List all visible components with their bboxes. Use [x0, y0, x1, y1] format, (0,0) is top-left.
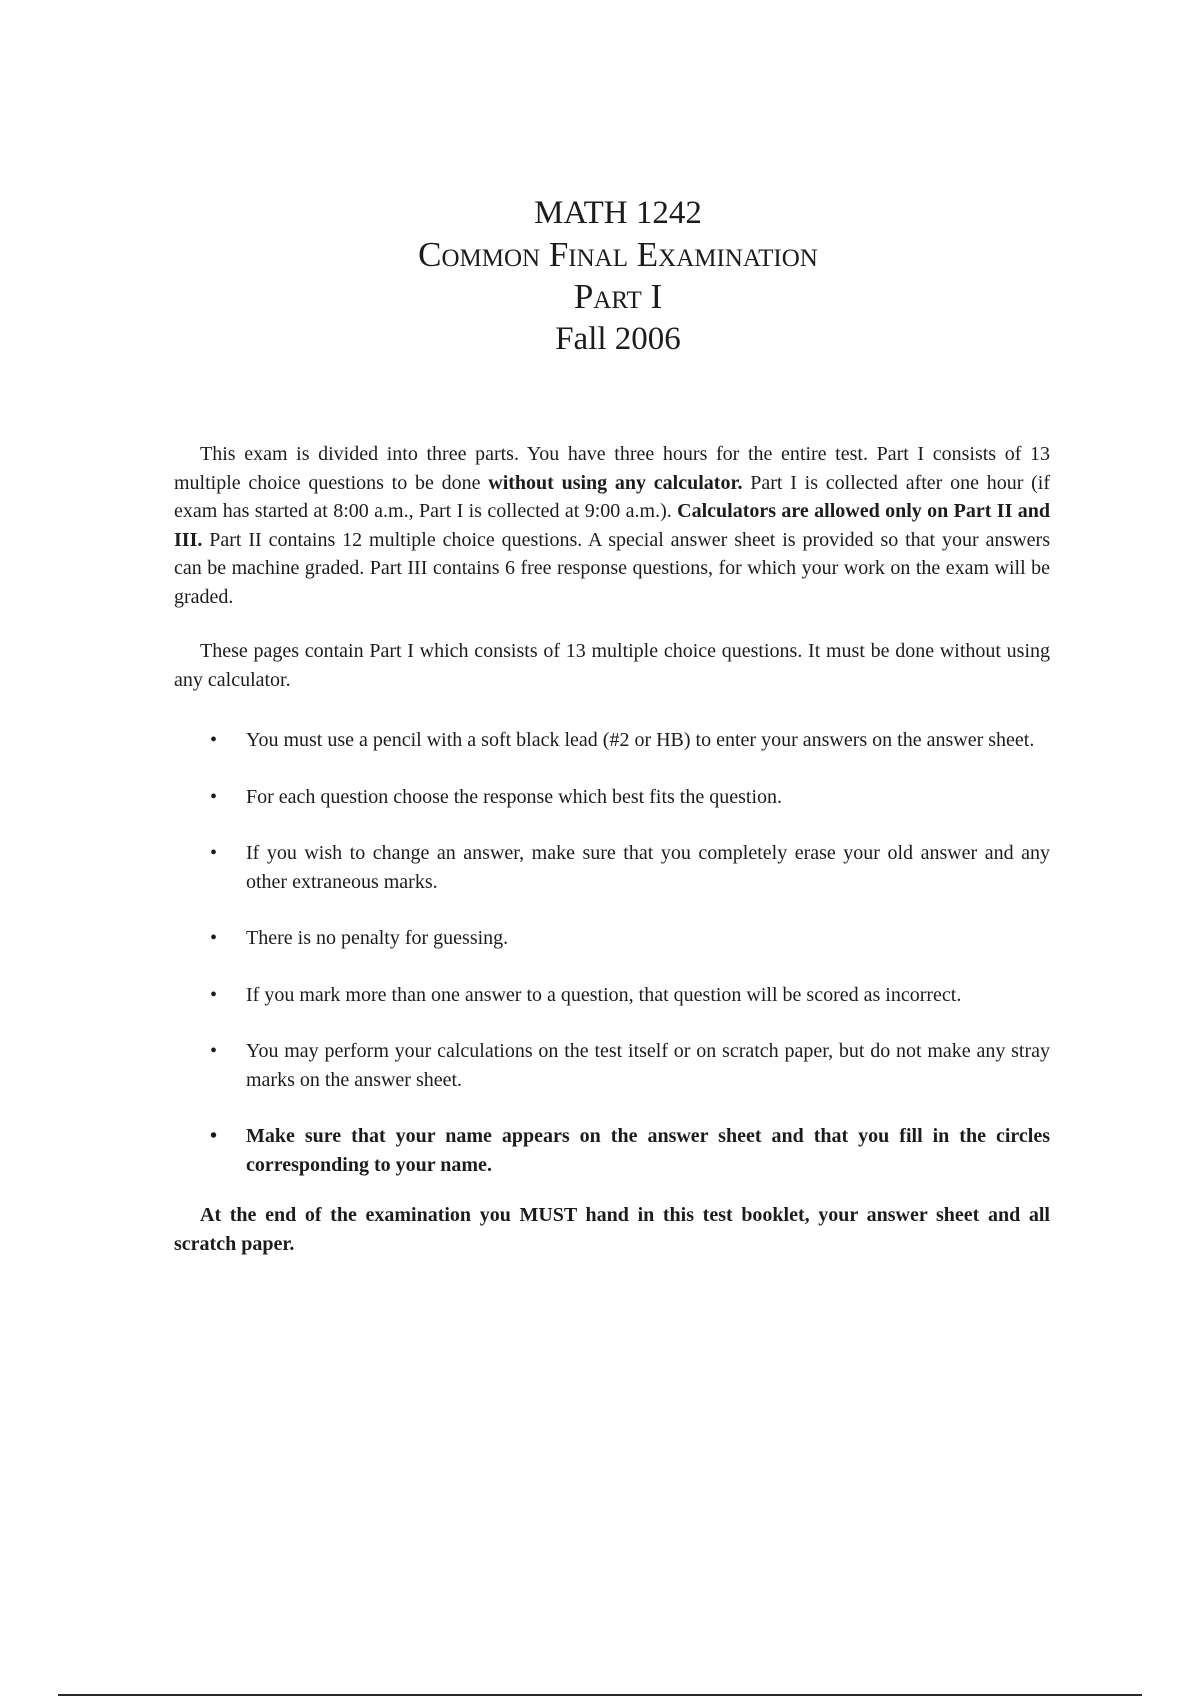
bullet-icon: •: [210, 729, 218, 751]
course-title: MATH 1242: [534, 195, 702, 231]
bullet-icon: •: [210, 1040, 218, 1062]
rule-item: [174, 1037, 1050, 1094]
rule-item: [174, 726, 1050, 755]
rule-text: You must use a pencil with a soft black lead (#2 or HB) to enter your answers on the answer sheet.: [246, 729, 1035, 751]
rule-item: [174, 924, 1050, 953]
rule-text: For each question choose the response which best fits the question.: [246, 785, 782, 808]
term-title: Fall 2006: [555, 321, 681, 357]
rule-item: [174, 839, 1050, 896]
rule-text: Make sure that your name appears on the answer sheet and that you fill in the circles corresponding to your name.: [246, 1125, 1050, 1176]
exam-title: Common Final Examination: [418, 235, 818, 274]
exam-title-block: [0, 192, 1200, 360]
rule-text: If you mark more than one answer to a question, that question will be scored as incorrect.: [246, 983, 962, 1006]
rule-text: You may perform your calculations on the test itself or on scratch paper, but do not make any stray marks on the answer sheet.: [246, 1040, 1050, 1091]
intro-text-2: Part I is collected after one hour (if exam has started at 8:00 a.m., Part I is collected at 9:00 a.m.).: [174, 471, 1051, 522]
rules-list: [174, 726, 1050, 1179]
closing-instruction: At the end of the examination you MUST hand in this test booklet, your answer sheet and all scratch paper.: [174, 1204, 1050, 1255]
part-one-paragraph: These pages contain Part I which consists of 13 multiple choice questions. It must be done without using any calculator.: [174, 640, 1050, 691]
intro-text-3: Part II contains 12 multiple choice questions. A special answer sheet is provided so that your answers can be machine graded. Part III contains 6 free response questions, for which your work on the exam will be graded.: [174, 528, 1050, 608]
bullet-icon: •: [210, 1125, 218, 1147]
intro-bold-no-calculator: without using any calculator.: [488, 471, 743, 494]
rule-text: There is no penalty for guessing.: [246, 927, 509, 949]
bullet-icon: •: [210, 983, 218, 1006]
intro-paragraph: [174, 440, 1050, 611]
rule-item: [174, 783, 1050, 812]
instructions-body: [174, 440, 1050, 1258]
bullet-icon: •: [210, 785, 218, 808]
bullet-icon: •: [210, 842, 218, 864]
rule-item: [174, 981, 1050, 1010]
intro-bold-calculators-allowed: Calculators are allowed only on Part II and III.: [174, 500, 1050, 551]
part-title: Part I: [573, 277, 663, 316]
intro-text-1: This exam is divided into three parts. You have three hours for the entire test. Part I consists of 13 multiple choice questions to be done: [174, 443, 1050, 494]
rule-text: If you wish to change an answer, make sure that you completely erase your old answer and any other extraneous marks.: [246, 842, 1050, 893]
rule-item-name-requirement: [174, 1122, 1050, 1179]
bullet-icon: •: [210, 927, 218, 949]
footer-divider: [58, 1694, 1142, 1696]
